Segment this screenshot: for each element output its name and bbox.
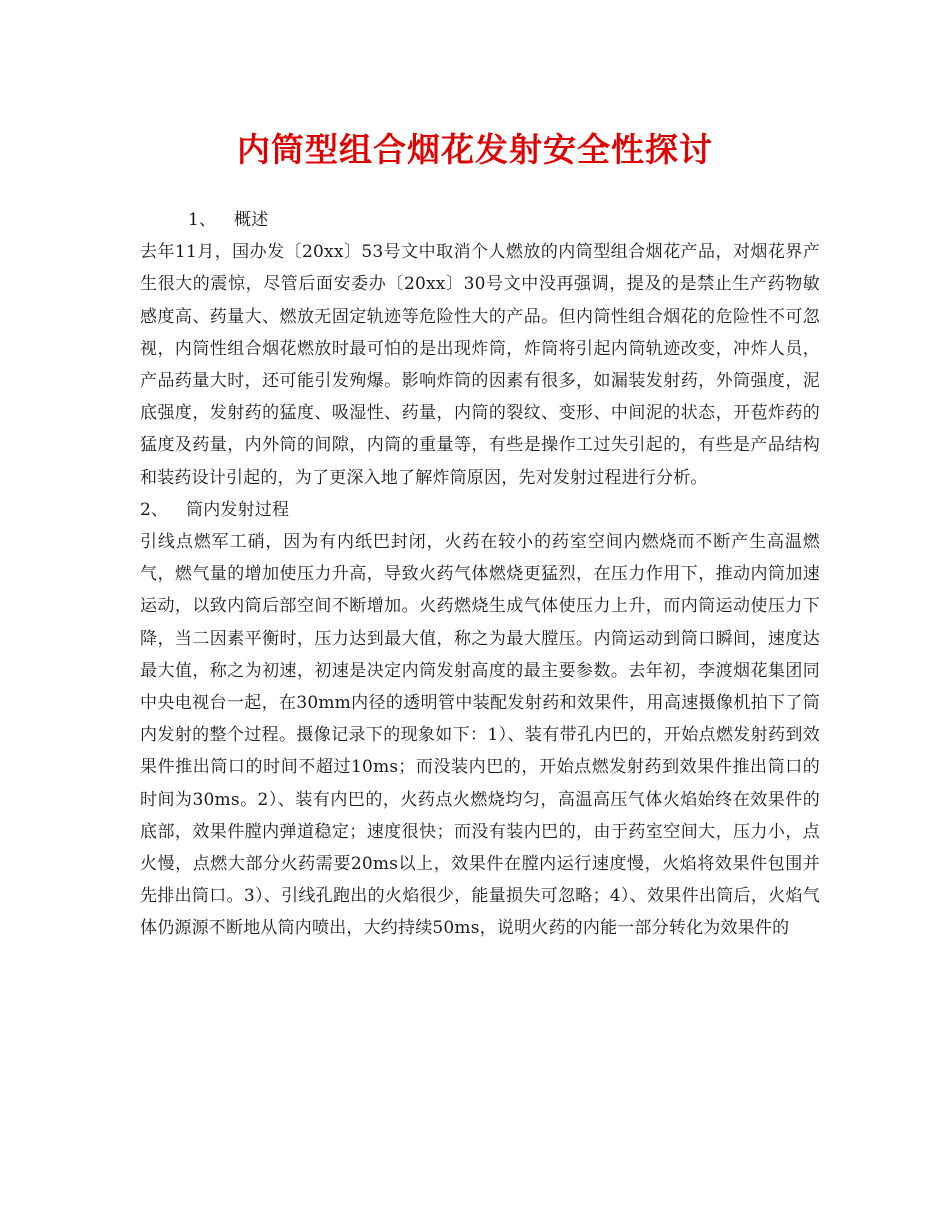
section-heading-text: 概述: [234, 210, 269, 230]
section-heading: [140, 204, 820, 236]
document-body: [140, 204, 820, 945]
document-title: 内筒型组合烟花发射安全性探讨: [237, 130, 713, 169]
section-number: 1、: [188, 210, 217, 230]
section-number: 2、: [140, 499, 169, 520]
section-paragraph: 去年11月，国办发〔20xx〕53号文中取消个人燃放的内筒型组合烟花产品，对烟花界产生很大的震惊，尽管后面安委办〔20xx〕30号文中没再强调，提及的是禁止生产药物敏感度高、药量大、燃放无固定轨迹等危险性大的产品。但内筒性组合烟花的危险性不可忽视，内筒性组合烟花燃放时最可怕的是出现炸筒，炸筒将引起内筒轨迹改变，冲炸人员，产品药量大时，还可能引发殉爆。影响炸筒的因素有很多，如漏装发射药，外筒强度，泥底强度，发射药的猛度、吸湿性、药量，内筒的裂纹、变形、中间泥的状态，开苞炸药的猛度及药量，内外筒的间隙，内筒的重量等，有些是操作工过失引起的，有些是产品结构和装药设计引起的，为了更深入地了解炸筒原因，先对发射过程进行分析。: [140, 242, 820, 488]
section-heading: [140, 494, 820, 526]
section-paragraph: 引线点燃军工硝，因为有内纸巴封闭，火药在较小的药室空间内燃烧而不断产生高温燃气，燃气量的增加使压力升高，导致火药气体燃烧更猛烈，在压力作用下，推动内筒加速运动，以致内筒后部空间不断增加。火药燃烧生成气体使压力上升，而内筒运动使压力下降，当二因素平衡时，压力达到最大值，称之为最大膛压。内筒运动到筒口瞬间，速度达最大值，称之为初速，初速是决定内筒发射高度的最主要参数。去年初，李渡烟花集团同中央电视台一起，在30mm内径的透明管中装配发射药和效果件，用高速摄像机拍下了筒内发射的整个过程。摄像记录下的现象如下：1）、装有带孔内巴的，开始点燃发射药到效果件推出筒口的时间不超过10ms；而没装内巴的，开始点燃发射药到效果件推出筒口的时间为30ms。2）、装有内巴的，火药点火燃烧均匀，高温高压气体火焰始终在效果件的底部，效果件膛内弹道稳定；速度很快；而没有装内巴的，由于药室空间大，压力小，点火慢，点燃大部分火药需要20ms以上，效果件在膛内运行速度慢，火焰将效果件包围并先排出筒口。3）、引线孔跑出的火焰很少，能量损失可忽略；4）、效果件出筒后，火焰气体仍源源不断地从筒内喷出，大约持续50ms，说明火药的内能一部分转化为效果件的: [140, 532, 820, 939]
section-heading-text: 筒内发射过程: [186, 499, 290, 520]
